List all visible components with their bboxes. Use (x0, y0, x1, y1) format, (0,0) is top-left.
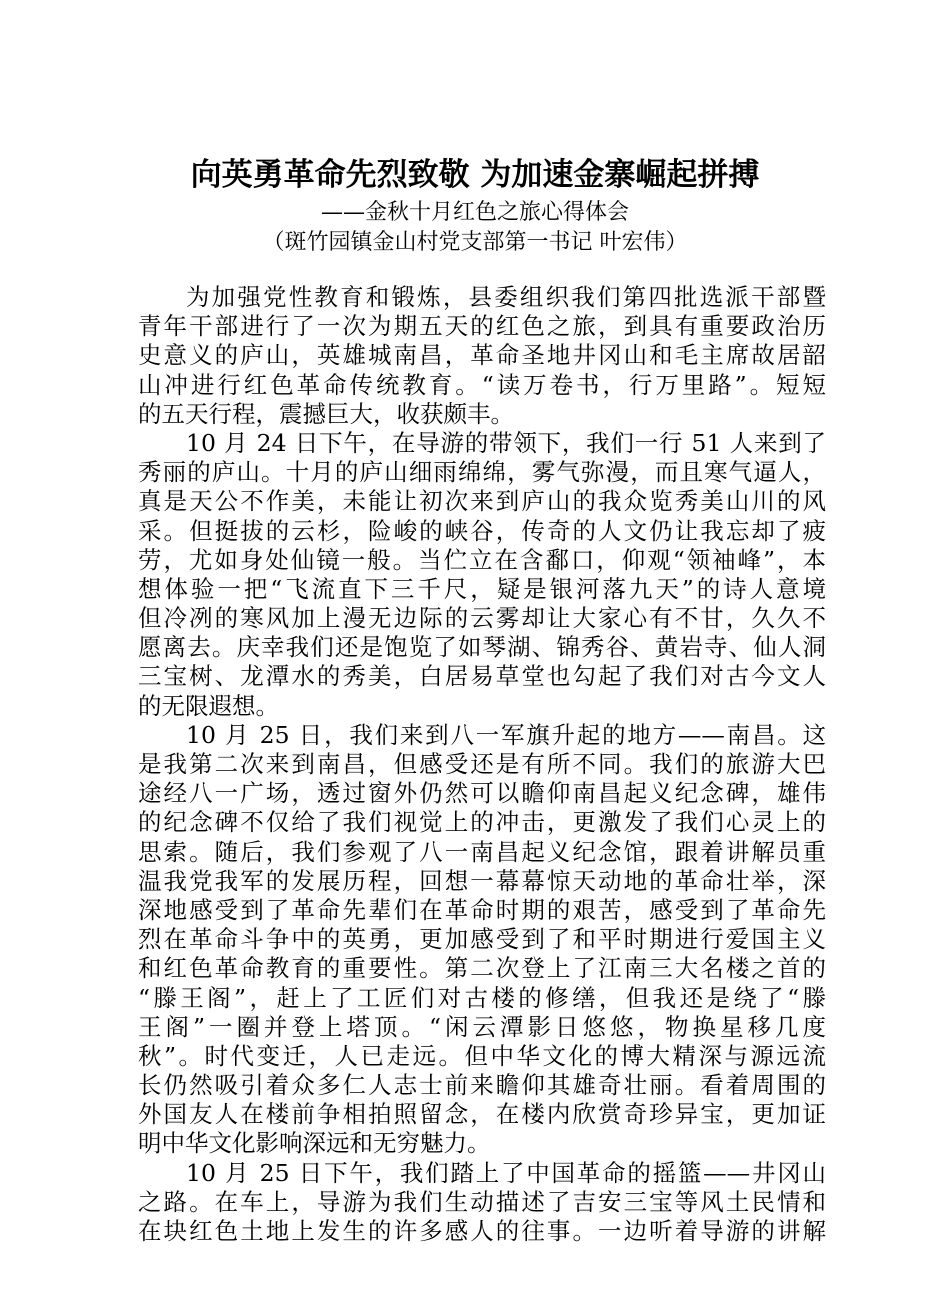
body-line: 真是天公不作美，未能让初次来到庐山的我众览秀美山川的风 (138, 487, 826, 516)
body-line: 思索。随后，我们参观了八一南昌起义纪念馆，跟着讲解员重 (138, 837, 826, 866)
body-line: 温我党我军的发展历程，回想一幕幕惊天动地的革命壮举，深 (138, 866, 826, 895)
body-line: 10 月 25 日下午，我们踏上了中国革命的摇篮——井冈山 (186, 1158, 826, 1187)
body-line: 长仍然吸引着众多仁人志士前来瞻仰其雄奇壮丽。看着周围的 (138, 1071, 826, 1100)
document-title: 向英勇革命先烈致敬 为加速金寨崛起拼搏 (190, 157, 760, 193)
body-line: 的无限遐想。 (138, 691, 279, 720)
body-line: 史意义的庐山，英雄城南昌，革命圣地井冈山和毛主席故居韶 (138, 341, 826, 370)
body-line: 但冷冽的寒风加上漫无边际的云雾却让大家心有不甘，久久不 (138, 604, 826, 633)
body-line: 的五天行程，震撼巨大，收获颇丰。 (138, 399, 514, 428)
body-line: 烈在革命斗争中的英勇，更加感受到了和平时期进行爱国主义 (138, 925, 826, 954)
body-line: 的纪念碑不仅给了我们视觉上的冲击，更激发了我们心灵上的 (138, 808, 826, 837)
body-line: “滕王阁”，赶上了工匠们对古楼的修缮，但我还是绕了“滕 (138, 983, 826, 1012)
body-line: 途经八一广场，透过窗外仍然可以瞻仰南昌起义纪念碑，雄伟 (138, 779, 826, 808)
body-line: 在块红色土地上发生的许多感人的往事。一边听着导游的讲解 (138, 1217, 826, 1245)
body-line: 明中华文化影响深远和无穷魅力。 (138, 1129, 491, 1158)
body-line: 秋”。时代变迁，人已走远。但中华文化的博大精深与源远流 (138, 1041, 826, 1070)
body-line: 是我第二次来到南昌，但感受还是有所不同。我们的旅游大巴 (138, 750, 826, 778)
body-line: 想体验一把“飞流直下三千尺，疑是银河落九天”的诗人意境 (138, 574, 826, 603)
body-line: 采。但挺拔的云杉，险峻的峡谷，传奇的人文仍让我忘却了疲 (138, 516, 826, 545)
body-line: 愿离去。庆幸我们还是饱览了如琴湖、锦秀谷、黄岩寺、仙人洞 (138, 633, 826, 662)
body-line: 王阁”一圈并登上塔顶。“闲云潭影日悠悠，物换星移几度 (138, 1012, 826, 1041)
body-line: 为加强党性教育和锻炼，县委组织我们第四批选派干部暨 (186, 283, 826, 311)
document-subtitle: ——金秋十月红色之旅心得体会 (320, 200, 629, 225)
body-line: 深地感受到了革命先辈们在革命时期的艰苦，感受到了革命先 (138, 895, 826, 924)
document-body (138, 283, 826, 1246)
body-line: 和红色革命教育的重要性。第二次登上了江南三大名楼之首的 (138, 954, 826, 983)
body-line: 外国友人在楼前争相拍照留念，在楼内欣赏奇珍异宝，更加证 (138, 1100, 826, 1129)
body-line: 山冲进行红色革命传统教育。“读万卷书，行万里路”。短短 (138, 370, 826, 399)
body-line: 劳，尤如身处仙镜一般。当伫立在含鄱口，仰观“领袖峰”，本 (138, 545, 826, 574)
body-line: 青年干部进行了一次为期五天的红色之旅，到具有重要政治历 (138, 312, 826, 341)
body-line: 10 月 25 日，我们来到八一军旗升起的地方——南昌。这 (186, 720, 826, 749)
body-line: 之路。在车上，导游为我们生动描述了吉安三宝等风土民情和 (138, 1187, 826, 1216)
body-line: 秀丽的庐山。十月的庐山细雨绵绵，雾气弥漫，而且寒气逼人， (138, 458, 826, 487)
body-line: 10 月 24 日下午，在导游的带领下，我们一行 51 人来到了 (186, 428, 826, 457)
document-author: （斑竹园镇金山村党支部第一书记 叶宏伟） (262, 230, 688, 255)
body-line: 三宝树、龙潭水的秀美，白居易草堂也勾起了我们对古今文人 (138, 662, 826, 691)
